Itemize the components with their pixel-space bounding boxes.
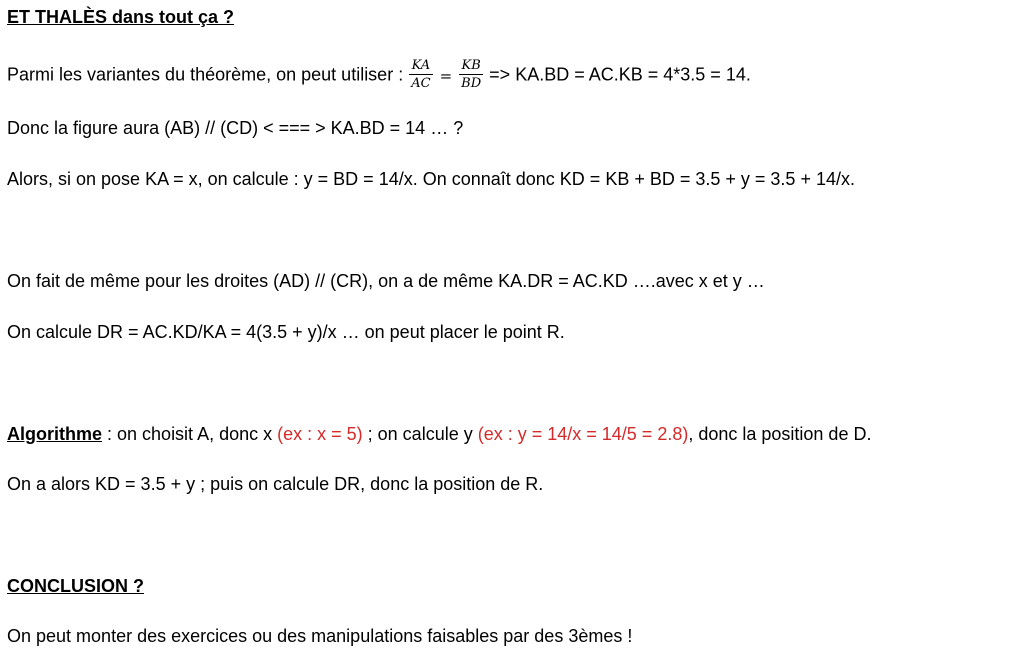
fraction-ka-ac-numerator: KA [409, 58, 432, 75]
conclusion-heading: CONCLUSION ? [7, 576, 144, 596]
algorithm-label: Algorithme [7, 424, 103, 444]
theorem-line-prefix: Parmi les variantes du théorème, on peut utiliser : [7, 64, 404, 85]
parallel-ad-cr-line: On fait de même pour les droites (AD) // (CR), on a de même KA.DR = AC.KD ….avec x et y … [7, 271, 765, 291]
fraction-ka-ac-denominator: AC [411, 76, 431, 91]
algorithm-followup-line: On a alors KD = 3.5 + y ; puis on calcule DR, donc la position de R. [7, 474, 544, 494]
fraction-equals-sign: = [439, 66, 453, 85]
fraction-kb-bd-numerator: KB [459, 58, 483, 75]
algorithm-line [7, 423, 871, 445]
theorem-line-suffix: => KA.BD = AC.KB = 4*3.5 = 14. [489, 64, 751, 85]
algorithm-part3: , donc la position de D. [688, 424, 872, 444]
fraction-kb-bd [459, 58, 483, 91]
algorithm-part2: ; on calcule y [362, 424, 478, 444]
example-x-value: (ex : x = 5) [277, 424, 363, 444]
fraction-kb-bd-denominator: BD [461, 76, 482, 91]
conclusion-text: On peut monter des exercices ou des manipulations faisables par des 3èmes ! [7, 626, 633, 646]
parallel-condition-line: Donc la figure aura (AB) // (CD) < === > KA.BD = 14 … ? [7, 118, 464, 138]
section-heading-thales: ET THALÈS dans tout ça ? [7, 7, 235, 27]
fraction-ka-ac [409, 58, 432, 91]
calculation-dr-line: On calcule DR = AC.KD/KA = 4(3.5 + y)/x … on peut placer le point R. [7, 322, 565, 342]
example-y-value: (ex : y = 14/x = 14/5 = 2.8) [477, 424, 689, 444]
algorithm-part1: : on choisit A, donc x [102, 424, 278, 444]
theorem-variant-line [7, 59, 751, 92]
calculation-kd-line: Alors, si on pose KA = x, on calcule : y = BD = 14/x. On connaît donc KD = KB + BD = 3.5 + y = 3.5 + 14/x. [7, 169, 855, 189]
